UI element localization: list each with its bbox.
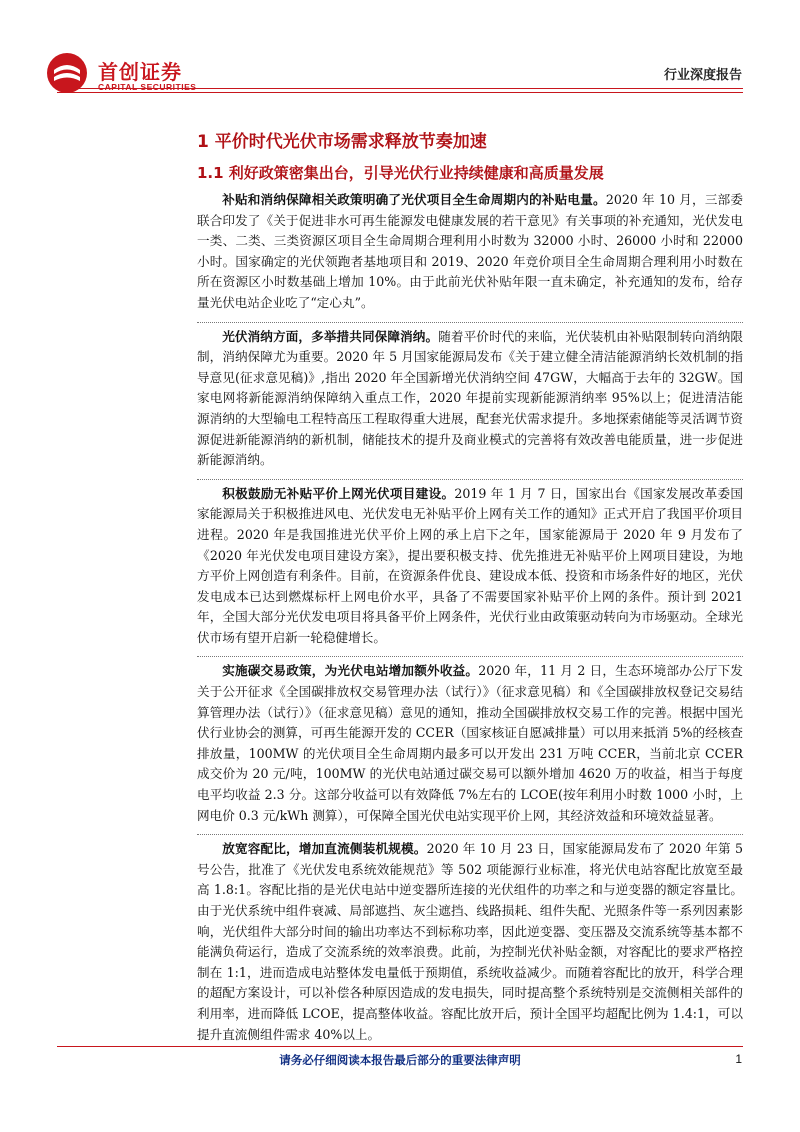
paragraph-lead: 光伏消纳方面，多举措共同保障消纳。 bbox=[222, 328, 439, 344]
paragraph-separator bbox=[197, 656, 743, 657]
paragraph-carbon-trading bbox=[197, 661, 743, 826]
report-type-label: 行业深度报告 bbox=[663, 68, 742, 83]
paragraph-body: 2020 年 10 月，三部委联合印发了《关于促进非水可再生能源发电健康发展的若干意见》有关事项的补充通知，光伏发电一类、二类、三类资源区项目全生命周期合理利用小时数为 32000 小时、26000 小时和 22000 小时。国家确定的光伏领跑者基地项目和 2019、2020 年竞价项目全生命周期合理利用小时数在所在资源区小时数基础上增加 10%。由于此前光伏补贴年限一直未确定，补充通知的发布，给存量光伏电站企业吃了“定心丸”。 bbox=[197, 192, 744, 310]
section-heading: 1 平价时代光伏市场需求释放节奏加速 bbox=[197, 132, 487, 152]
paragraph-lead: 实施碳交易政策，为光伏电站增加额外收益。 bbox=[222, 663, 479, 679]
paragraph-body: 2019 年 1 月 7 日，国家出台《国家发展改革委国家能源局关于积极推进风电、光伏发电无补贴平价上网有关工作的通知》正式开启了我国平价项目进程。2020 年是我国推进光伏平价上网的承上启下之年，国家能源局于 2020 年 9 月发布了《2020 年光伏发电项目建设方案》，提出要积极支持、优先推进无补贴平价上网项目建设，为地方平价上网创造有利条件。目前，在资源条件优良、建设成本低、投资和市场条件好的地区，光伏发电成本已达到燃煤标杆上网电价水平，具备了不需要国家补贴平价上网的条件。预计到 2021 年，全国大部分光伏发电项目将具备平价上网条件，光伏行业由政策驱动转向为市场驱动。全球光伏市场有望开启新一轮稳健增长。 bbox=[197, 485, 744, 645]
paragraph-body: 2020 年，11 月 2 日，生态环境部办公厅下发关于公开征求《全国碳排放权交易管理办法（试行）》（征求意见稿）和《全国碳排放权登记交易结算管理办法（试行）》（征求意见稿）意见的通知，推动全国碳排放权交易工作的完善。根据中国光伏行业协会的测算，可再生能源开发的 CCER（国家核证自愿减排量）可以用来抵消 5%的经核查排放量，100MW 的光伏项目全生命周期内最多可以开发出 231 万吨 CCER，当前北京 CCER 成交价为 20 元/吨，100MW 的光伏电站通过碳交易可以额外增加 4620 万的收益，相当于每度电平均收益 2.3 分。这部分收益可以有效降低 7%左右的 LCOE(按年利用小时数 1000 小时，上网电价 0.3 元/kWh 测算），可保障全国光伏电站实现平价上网，其经济效益和环境效益显著。 bbox=[197, 663, 743, 823]
legal-disclaimer-notice: 请务必仔细阅读本报告最后部分的重要法律声明 bbox=[279, 1053, 521, 1067]
paragraph-lead: 放宽容配比，增加直流侧装机规模。 bbox=[222, 841, 427, 857]
capital-securities-logo-icon bbox=[44, 50, 90, 96]
paragraph-body: 随着平价时代的来临，光伏装机由补贴限制转向消纳限制，消纳保障尤为重要。2020 年 5 月国家能源局发布《关于建立健全清洁能源消纳长效机制的指导意见(征求意见稿)》,指出 2020 年全国新增光伏消纳空间 47GW，大幅高于去年的 32GW。国家电网将新能源消纳保障纳入重点工作，2020 年提前实现新能源消纳率 95%以上；促进清洁能源消纳的大型输电工程特高压工程取得重大进展，配套光伏需求提升。多地探索储能等灵活调节资源促进新能源消纳的新机制，储能技术的提升及商业模式的完善将有效改善电能质量，进一步促进新能源消纳。 bbox=[197, 328, 744, 468]
paragraph-separator bbox=[197, 322, 743, 323]
report-body bbox=[197, 128, 743, 1045]
header-divider bbox=[57, 88, 743, 89]
paragraph-capacity-ratio bbox=[197, 839, 743, 1045]
header-divider-thin bbox=[57, 92, 743, 93]
paragraph-lead: 补贴和消纳保障相关政策明确了光伏项目全生命周期内的补贴电量。 bbox=[222, 192, 606, 207]
paragraph-consumption bbox=[197, 327, 743, 471]
paragraph-grid-parity bbox=[197, 484, 743, 649]
company-logo bbox=[44, 50, 204, 96]
footer-divider bbox=[57, 1046, 743, 1047]
paragraph-body: 2020 年 10 月 23 日，国家能源局发布了 2020 年第 5 号公告，批准了《光伏发电系统效能规范》等 502 项能源行业标准，将光伏电站容配比放宽至最高 1.8:1。容配比指的是光伏电站中逆变器所连接的光伏组件的功率之和与逆变器的额定容量比。由于光伏系统中组件衰减、局部遮挡、灰尘遮挡、线路损耗、组件失配、光照条件等一系列因素影响，光伏组件大部分时间的输出功率达不到标称功率，因此逆变器、变压器及交流系统等基本都不能满负荷运行，造成了交流系统的效率浪费。此前，为控制光伏补贴金额，对容配比的要求严格控制在 1:1，进而造成电站整体发电量低于预期值，系统收益减少。而随着容配比的放开，科学合理的超配方案设计，可以补偿各种原因造成的发电损失，同时提高整个系统特别是交流侧相关部件的利用率，进而降低 LCOE，提高整体收益。容配比放开后，预计全国平均超配比例为 1.4:1，可以提升直流侧组件需求 40%以上。 bbox=[197, 841, 743, 1042]
subsection-heading: 1.1 利好政策密集出台，引导光伏行业持续健康和高质量发展 bbox=[197, 164, 604, 182]
page-number: 1 bbox=[735, 1052, 742, 1066]
paragraph-separator bbox=[197, 834, 743, 835]
logo-english-name: CAPITAL SECURITIES bbox=[98, 82, 197, 92]
paragraph-separator bbox=[197, 479, 743, 480]
paragraph-subsidy bbox=[197, 190, 743, 314]
paragraph-lead: 积极鼓励无补贴平价上网光伏项目建设。 bbox=[222, 485, 455, 501]
logo-chinese-name: 首创证券 bbox=[98, 60, 182, 84]
